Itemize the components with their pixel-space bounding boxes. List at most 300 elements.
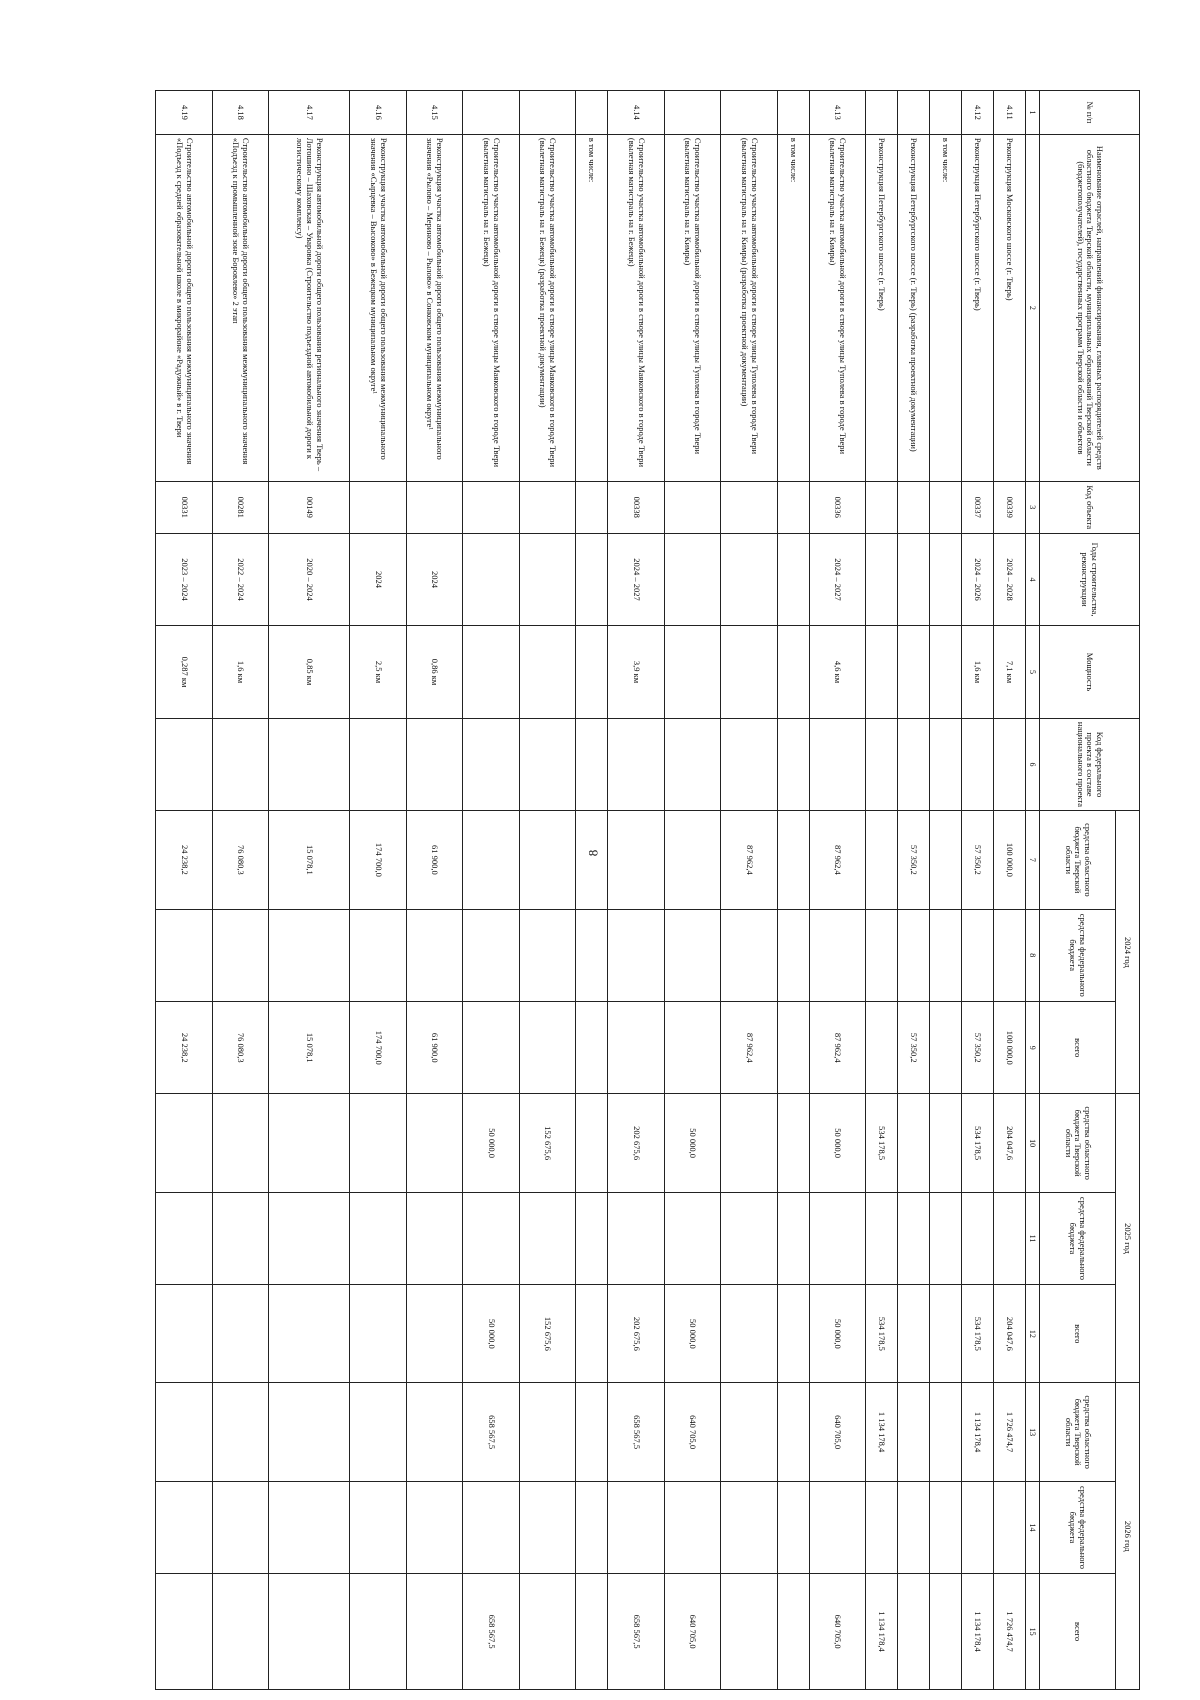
header-regional-2024: средства областного бюджета Тверской области: [1040, 811, 1116, 909]
header-federal-2024: средства федерального бюджета: [1040, 909, 1116, 1001]
table-row: [962, 91, 994, 1690]
table-row: [576, 91, 608, 1690]
federal-2025-cell: [994, 1192, 1026, 1284]
object-code-cell: 00337: [962, 481, 994, 533]
object-code-cell: [898, 481, 930, 533]
construction-years-cell: 2022 – 2024: [212, 533, 268, 625]
federal-2026-cell: [608, 1481, 664, 1573]
regional-2024-cell: [777, 811, 809, 909]
federal-2026-cell: [930, 1481, 962, 1573]
regional-2025-cell: [898, 1094, 930, 1192]
object-name-cell: Строительство участка автомобильной дороги в створе улицы Маяковского в городе Твери (вылетная магистраль на г. Бежецк) (разработка проектной документации): [519, 134, 575, 481]
construction-years-cell: 2024: [406, 533, 462, 625]
row-number-cell: 4.19: [156, 91, 213, 135]
construction-years-cell: 2024 – 2026: [962, 533, 994, 625]
column-index-cell: 4: [1026, 533, 1040, 625]
total-2026-cell: 1 134 178,4: [962, 1574, 994, 1690]
federal-2025-cell: [930, 1192, 962, 1284]
table-row: [406, 91, 462, 1690]
regional-2026-cell: 640 705,0: [809, 1383, 865, 1481]
federal-2026-cell: [406, 1481, 462, 1573]
total-2025-cell: 534 178,5: [866, 1285, 898, 1383]
table-row: [463, 91, 519, 1690]
column-index-row: [1026, 91, 1040, 1690]
federal-2025-cell: [898, 1192, 930, 1284]
regional-2026-cell: 658 567,5: [463, 1383, 519, 1481]
column-index-cell: 2: [1026, 134, 1040, 481]
header-code: Код объекта: [1040, 481, 1140, 533]
regional-2026-cell: 640 705,0: [664, 1383, 720, 1481]
federal-2026-cell: [269, 1481, 350, 1573]
total-2026-cell: [576, 1574, 608, 1690]
capacity-cell: [898, 626, 930, 718]
total-2025-cell: 202 675,6: [608, 1285, 664, 1383]
total-2026-cell: [212, 1574, 268, 1690]
total-2024-cell: 76 080,3: [212, 1001, 268, 1093]
column-index-cell: 1: [1026, 91, 1040, 135]
total-2025-cell: 534 178,5: [962, 1285, 994, 1383]
federal-2024-cell: [898, 909, 930, 1001]
construction-years-cell: 2024 – 2027: [608, 533, 664, 625]
construction-years-cell: 2024: [350, 533, 406, 625]
total-2025-cell: [350, 1285, 406, 1383]
object-code-cell: 00339: [994, 481, 1026, 533]
total-2024-cell: [463, 1001, 519, 1093]
object-name-cell: Реконструкция участка автомобильной дороги общего пользования межмуниципального значения «Сырцевка – Высоково» в Бежецком муниципальном округе¹: [350, 134, 406, 481]
federal-2025-cell: [350, 1192, 406, 1284]
federal-2026-cell: [212, 1481, 268, 1573]
federal-2024-cell: [930, 909, 962, 1001]
total-2024-cell: [777, 1001, 809, 1093]
table-row: [994, 91, 1026, 1690]
regional-2026-cell: [269, 1383, 350, 1481]
total-2025-cell: [269, 1285, 350, 1383]
object-name-cell: Реконструкция участка автомобильной дороги общего пользования межмуниципального значения «Рылово – Мериново – Рылово» в Сонковском муниципальном округе¹: [406, 134, 462, 481]
total-2026-cell: [721, 1574, 777, 1690]
column-index-cell: 8: [1026, 909, 1040, 1001]
regional-2025-cell: 204 047,6: [994, 1094, 1026, 1192]
regional-2024-cell: [930, 811, 962, 909]
total-2025-cell: 204 047,6: [994, 1285, 1026, 1383]
header-regional-2026: средства областного бюджета Тверской области: [1040, 1383, 1116, 1481]
table-row: [930, 91, 962, 1690]
total-2026-cell: [777, 1574, 809, 1690]
construction-years-cell: [519, 533, 575, 625]
federal-2026-cell: [463, 1481, 519, 1573]
total-2026-cell: [519, 1574, 575, 1690]
table-row: [608, 91, 664, 1690]
regional-2024-cell: 100 000,0: [994, 811, 1026, 909]
object-name-cell: Реконструкция Петербургского шоссе (г. Тверь): [962, 134, 994, 481]
federal-project-code-cell: [463, 718, 519, 810]
total-2025-cell: [212, 1285, 268, 1383]
regional-2026-cell: 658 567,5: [608, 1383, 664, 1481]
federal-2024-cell: [406, 909, 462, 1001]
capacity-cell: [463, 626, 519, 718]
object-name-cell: Строительство участка автомобильной дороги в створе улицы Маяковского в городе Твери (вылетная магистраль на г. Бежецк): [463, 134, 519, 481]
capacity-cell: [576, 626, 608, 718]
federal-2025-cell: [664, 1192, 720, 1284]
federal-2026-cell: [519, 1481, 575, 1573]
object-code-cell: [406, 481, 462, 533]
header-federal-2025: средства федерального бюджета: [1040, 1192, 1116, 1284]
federal-2026-cell: [777, 1481, 809, 1573]
regional-2025-cell: [212, 1094, 268, 1192]
total-2026-cell: 658 567,5: [608, 1574, 664, 1690]
construction-years-cell: [930, 533, 962, 625]
total-2025-cell: 50 000,0: [463, 1285, 519, 1383]
federal-2025-cell: [406, 1192, 462, 1284]
header-regional-2025: средства областного бюджета Тверской области: [1040, 1094, 1116, 1192]
federal-project-code-cell: [866, 718, 898, 810]
federal-2024-cell: [777, 909, 809, 1001]
federal-2026-cell: [994, 1481, 1026, 1573]
object-name-cell: Реконструкция Петербургского шоссе (г. Тверь) (разработка проектной документации): [898, 134, 930, 481]
total-2025-cell: [576, 1285, 608, 1383]
regional-2024-cell: 24 238,2: [156, 811, 213, 909]
total-2025-cell: [406, 1285, 462, 1383]
regional-2025-cell: 50 000,0: [463, 1094, 519, 1192]
regional-2025-cell: [777, 1094, 809, 1192]
table-row: [350, 91, 406, 1690]
regional-2026-cell: [156, 1383, 213, 1481]
header-year-2025: 2025 год: [1116, 1094, 1140, 1383]
capacity-cell: [721, 626, 777, 718]
federal-project-code-cell: [350, 718, 406, 810]
regional-2024-cell: [576, 811, 608, 909]
row-number-cell: [777, 91, 809, 135]
total-2024-cell: 87 962,4: [721, 1001, 777, 1093]
regional-2025-cell: [406, 1094, 462, 1192]
regional-2025-cell: [576, 1094, 608, 1192]
federal-2024-cell: [866, 909, 898, 1001]
page-number: 8: [585, 849, 601, 857]
object-name-cell: в том числе:: [930, 134, 962, 481]
federal-2025-cell: [212, 1192, 268, 1284]
object-code-cell: [664, 481, 720, 533]
header-federal-2026: средства федерального бюджета: [1040, 1481, 1116, 1573]
object-name-cell: Реконструкция Московского шоссе (г. Тверь): [994, 134, 1026, 481]
federal-project-code-cell: [269, 718, 350, 810]
table-row: [156, 91, 213, 1690]
header-years: Годы строительства, реконструкции: [1040, 533, 1140, 625]
regional-2024-cell: 61 900,0: [406, 811, 462, 909]
construction-years-cell: 2023 – 2024: [156, 533, 213, 625]
row-number-cell: 4.16: [350, 91, 406, 135]
object-name-cell: в том числе:: [777, 134, 809, 481]
regional-2025-cell: [269, 1094, 350, 1192]
regional-2026-cell: [576, 1383, 608, 1481]
column-index-cell: 7: [1026, 811, 1040, 909]
table-row: [519, 91, 575, 1690]
regional-2025-cell: 50 000,0: [664, 1094, 720, 1192]
row-number-cell: 4.18: [212, 91, 268, 135]
regional-2024-cell: 76 080,3: [212, 811, 268, 909]
object-code-cell: 00336: [809, 481, 865, 533]
federal-project-code-cell: [156, 718, 213, 810]
regional-2026-cell: 1 726 474,7: [994, 1383, 1026, 1481]
capacity-cell: 4,6 км: [809, 626, 865, 718]
capacity-cell: [866, 626, 898, 718]
table-row: [866, 91, 898, 1690]
object-code-cell: [576, 481, 608, 533]
row-number-cell: 4.11: [994, 91, 1026, 135]
capacity-cell: [930, 626, 962, 718]
total-2026-cell: [350, 1574, 406, 1690]
construction-years-cell: 2024 – 2028: [994, 533, 1026, 625]
construction-years-cell: 2020 – 2024: [269, 533, 350, 625]
object-name-cell: Строительство автомобильной дороги общего пользования межмуниципального значения «Подъезд к средней образовательной школе в микрорайоне «Радужный» в г. Твери: [156, 134, 213, 481]
regional-2024-cell: [664, 811, 720, 909]
regional-2026-cell: [350, 1383, 406, 1481]
header-year-2024: 2024 год: [1116, 811, 1140, 1094]
header-name: Наименование отраслей, направлений финансирования, главных распорядителей средств областного бюджета Тверской области, муниципальных образований Тверской области (бюджетополучателей), государственных программ Тверской области и объектов: [1040, 134, 1140, 481]
federal-2026-cell: [962, 1481, 994, 1573]
federal-project-code-cell: [664, 718, 720, 810]
total-2024-cell: [664, 1001, 720, 1093]
total-2024-cell: 100 000,0: [994, 1001, 1026, 1093]
regional-2025-cell: [930, 1094, 962, 1192]
total-2025-cell: 50 000,0: [664, 1285, 720, 1383]
object-code-cell: [350, 481, 406, 533]
row-number-cell: [576, 91, 608, 135]
regional-2025-cell: 534 178,5: [962, 1094, 994, 1192]
regional-2026-cell: [898, 1383, 930, 1481]
federal-2024-cell: [156, 909, 213, 1001]
federal-2024-cell: [809, 909, 865, 1001]
regional-2025-cell: [156, 1094, 213, 1192]
object-code-cell: [463, 481, 519, 533]
header-capacity: Мощность: [1040, 626, 1140, 718]
column-index-cell: 11: [1026, 1192, 1040, 1284]
row-number-cell: 4.14: [608, 91, 664, 135]
row-number-cell: [930, 91, 962, 135]
federal-2024-cell: [212, 909, 268, 1001]
regional-2025-cell: 534 178,5: [866, 1094, 898, 1192]
construction-years-cell: [576, 533, 608, 625]
column-index-cell: 9: [1026, 1001, 1040, 1093]
column-index-cell: 3: [1026, 481, 1040, 533]
row-number-cell: [898, 91, 930, 135]
table-row: [721, 91, 777, 1690]
total-2024-cell: 57 350,2: [898, 1001, 930, 1093]
object-name-cell: Реконструкция автомобильной дороги общего пользования регионального значения Тверь – Лотошино – Шаховская – Уваровка (Строительство подъездной автомобильной дороги к логистическому комплексу): [269, 134, 350, 481]
capacity-cell: 2,5 км: [350, 626, 406, 718]
object-name-cell: Строительство участка автомобильной дороги в створе улицы Туполева в городе Твери (вылетная магистраль на г. Кимры): [664, 134, 720, 481]
row-number-cell: 4.12: [962, 91, 994, 135]
capacity-cell: 0,85 км: [269, 626, 350, 718]
table-row: [777, 91, 809, 1690]
federal-2026-cell: [350, 1481, 406, 1573]
federal-2025-cell: [608, 1192, 664, 1284]
row-number-cell: [866, 91, 898, 135]
federal-project-code-cell: [898, 718, 930, 810]
regional-2026-cell: [777, 1383, 809, 1481]
federal-2026-cell: [809, 1481, 865, 1573]
total-2026-cell: 1 134 178,4: [866, 1574, 898, 1690]
regional-2025-cell: [350, 1094, 406, 1192]
object-code-cell: [930, 481, 962, 533]
federal-project-code-cell: [721, 718, 777, 810]
federal-2024-cell: [269, 909, 350, 1001]
federal-2025-cell: [866, 1192, 898, 1284]
total-2025-cell: [156, 1285, 213, 1383]
regional-2026-cell: [406, 1383, 462, 1481]
header-federal-project-code: Код федерального проекта в составе национального проекта: [1040, 718, 1140, 810]
federal-2025-cell: [269, 1192, 350, 1284]
total-2026-cell: [156, 1574, 213, 1690]
regional-2024-cell: [463, 811, 519, 909]
regional-2024-cell: 15 078,1: [269, 811, 350, 909]
total-2026-cell: [406, 1574, 462, 1690]
total-2026-cell: 640 705,0: [809, 1574, 865, 1690]
total-2026-cell: 658 567,5: [463, 1574, 519, 1690]
table-body: [156, 91, 1026, 1690]
federal-2024-cell: [664, 909, 720, 1001]
construction-years-cell: [721, 533, 777, 625]
federal-project-code-cell: [519, 718, 575, 810]
construction-years-cell: [898, 533, 930, 625]
header-year-2026: 2026 год: [1116, 1383, 1140, 1690]
object-code-cell: 00338: [608, 481, 664, 533]
federal-project-code-cell: [962, 718, 994, 810]
federal-project-code-cell: [994, 718, 1026, 810]
total-2025-cell: [721, 1285, 777, 1383]
object-name-cell: Строительство участка автомобильной дороги в створе улицы Туполева в городе Твери (вылетная магистраль на г. Кимры) (разработка проектной документации): [721, 134, 777, 481]
regional-2024-cell: [866, 811, 898, 909]
total-2024-cell: [866, 1001, 898, 1093]
column-index-cell: 14: [1026, 1481, 1040, 1573]
regional-2024-cell: 87 962,4: [721, 811, 777, 909]
regional-2026-cell: 1 134 178,4: [866, 1383, 898, 1481]
regional-2026-cell: [930, 1383, 962, 1481]
capacity-cell: 1,6 км: [962, 626, 994, 718]
capacity-cell: [664, 626, 720, 718]
total-2025-cell: [898, 1285, 930, 1383]
table-row: [898, 91, 930, 1690]
table-row: [269, 91, 350, 1690]
federal-2026-cell: [576, 1481, 608, 1573]
object-code-cell: [721, 481, 777, 533]
federal-2026-cell: [664, 1481, 720, 1573]
total-2024-cell: [576, 1001, 608, 1093]
table-row: [212, 91, 268, 1690]
federal-2024-cell: [350, 909, 406, 1001]
capacity-cell: 3,9 км: [608, 626, 664, 718]
regional-2025-cell: [721, 1094, 777, 1192]
regional-2024-cell: 174 700,0: [350, 811, 406, 909]
total-2024-cell: [608, 1001, 664, 1093]
federal-2025-cell: [156, 1192, 213, 1284]
regional-2024-cell: 87 962,4: [809, 811, 865, 909]
row-number-cell: 4.13: [809, 91, 865, 135]
column-index-cell: 5: [1026, 626, 1040, 718]
federal-2026-cell: [866, 1481, 898, 1573]
federal-2024-cell: [962, 909, 994, 1001]
capacity-cell: [519, 626, 575, 718]
federal-2024-cell: [519, 909, 575, 1001]
table-row: [809, 91, 865, 1690]
construction-years-cell: 2024 – 2027: [809, 533, 865, 625]
object-name-cell: Строительство участка автомобильной дороги в створе улицы Маяковского в городе Твери (вылетная магистраль на г. Бежецк): [608, 134, 664, 481]
column-index-cell: 12: [1026, 1285, 1040, 1383]
row-number-cell: [519, 91, 575, 135]
total-2024-cell: [930, 1001, 962, 1093]
budget-table-container: [155, 90, 1140, 1690]
total-2024-cell: 61 900,0: [406, 1001, 462, 1093]
capacity-cell: 7,1 км: [994, 626, 1026, 718]
construction-years-cell: [866, 533, 898, 625]
total-2025-cell: [777, 1285, 809, 1383]
federal-project-code-cell: [777, 718, 809, 810]
total-2026-cell: 640 705,0: [664, 1574, 720, 1690]
regional-2024-cell: 57 350,2: [898, 811, 930, 909]
object-name-cell: Строительство автомобильной дороги общего пользования межмуниципального значения «Подъезд к промышленной зоне Боровлево» 2 этап: [212, 134, 268, 481]
capacity-cell: 0,287 км: [156, 626, 213, 718]
federal-project-code-cell: [212, 718, 268, 810]
object-code-cell: [866, 481, 898, 533]
object-code-cell: 00281: [212, 481, 268, 533]
total-2024-cell: 87 962,4: [809, 1001, 865, 1093]
column-index-cell: 6: [1026, 718, 1040, 810]
object-code-cell: 00331: [156, 481, 213, 533]
row-number-cell: 4.17: [269, 91, 350, 135]
regional-2024-cell: 57 350,2: [962, 811, 994, 909]
federal-2024-cell: [721, 909, 777, 1001]
column-index-cell: 13: [1026, 1383, 1040, 1481]
federal-2024-cell: [576, 909, 608, 1001]
federal-2024-cell: [994, 909, 1026, 1001]
federal-project-code-cell: [576, 718, 608, 810]
total-2025-cell: 152 675,6: [519, 1285, 575, 1383]
total-2024-cell: 15 078,1: [269, 1001, 350, 1093]
object-code-cell: 00149: [269, 481, 350, 533]
federal-2024-cell: [608, 909, 664, 1001]
regional-2026-cell: [721, 1383, 777, 1481]
federal-2025-cell: [809, 1192, 865, 1284]
column-index-cell: 15: [1026, 1574, 1040, 1690]
federal-2026-cell: [898, 1481, 930, 1573]
total-2025-cell: 50 000,0: [809, 1285, 865, 1383]
total-2026-cell: 1 726 474,7: [994, 1574, 1026, 1690]
federal-project-code-cell: [608, 718, 664, 810]
regional-2026-cell: [212, 1383, 268, 1481]
federal-2024-cell: [463, 909, 519, 1001]
total-2024-cell: [519, 1001, 575, 1093]
row-number-cell: 4.15: [406, 91, 462, 135]
total-2026-cell: [930, 1574, 962, 1690]
object-code-cell: [777, 481, 809, 533]
regional-2025-cell: 152 675,6: [519, 1094, 575, 1192]
row-number-cell: [463, 91, 519, 135]
regional-2024-cell: [608, 811, 664, 909]
total-2025-cell: [930, 1285, 962, 1383]
federal-project-code-cell: [406, 718, 462, 810]
construction-years-cell: [777, 533, 809, 625]
capacity-cell: [777, 626, 809, 718]
budget-table: [155, 90, 1140, 1690]
object-code-cell: [519, 481, 575, 533]
total-2024-cell: 57 350,2: [962, 1001, 994, 1093]
regional-2026-cell: [519, 1383, 575, 1481]
row-number-cell: [721, 91, 777, 135]
total-2026-cell: [269, 1574, 350, 1690]
table-row: [664, 91, 720, 1690]
construction-years-cell: [664, 533, 720, 625]
federal-2026-cell: [156, 1481, 213, 1573]
regional-2026-cell: 1 134 178,4: [962, 1383, 994, 1481]
object-name-cell: в том числе:: [576, 134, 608, 481]
